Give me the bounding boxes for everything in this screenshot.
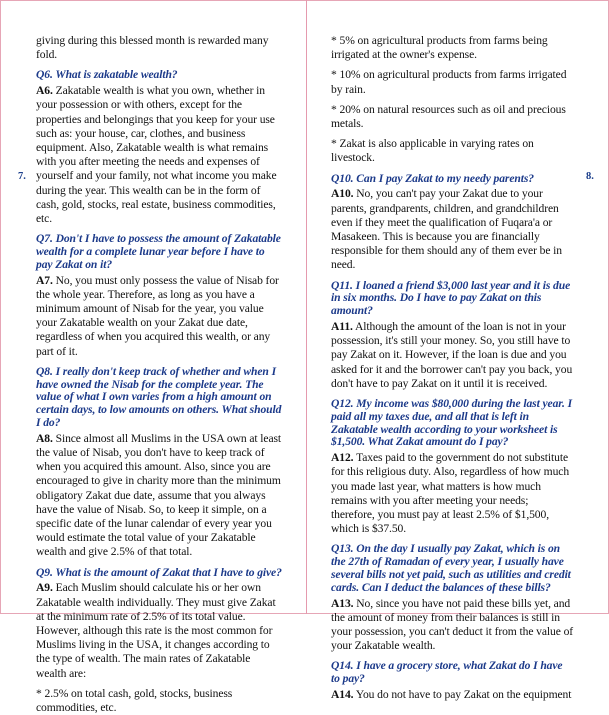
- answer-label: A11.: [331, 320, 353, 334]
- question-13: Q13. On the day I usually pay Zakat, which is on the 27th of Ramadan of every year, I usually have several bills not yet paid, such as utilities and credit cards. Can I deduct the balances of these bills?: [331, 542, 571, 594]
- rate-bullet-1: * 2.5% on total cash, gold, stocks, business commodities, etc.: [36, 686, 233, 715]
- question-6: Q6. What is zakatable wealth?: [36, 68, 178, 82]
- rate-bullet-2: * 5% on agricultural products from farms being irrigated at the owner's expense.: [331, 34, 548, 62]
- answer-label: A7.: [36, 273, 53, 287]
- answer-7: [36, 274, 282, 359]
- answer-label: A8.: [36, 431, 53, 445]
- page-number-right: 8.: [586, 171, 594, 182]
- answer-text: You do not have to pay Zakat on the equipment: [355, 688, 572, 702]
- rate-bullet-5: * Zakat is also applicable in varying rates on livestock.: [331, 137, 534, 165]
- answer-13: [331, 597, 574, 654]
- question-7: Q7. Don't I have to possess the amount of Zakatable wealth for a complete lunar year before I have to pay Zakat on it?: [36, 232, 281, 271]
- answer-11: [331, 320, 574, 391]
- answer-10: [331, 187, 574, 272]
- question-10: Q10. Can I pay Zakat to my needy parents?: [331, 171, 534, 185]
- question-9: Q9. What is the amount of Zakat that I have to give?: [36, 565, 282, 579]
- answer-text: Each Muslim should calculate his or her own Zakatable wealth individually. They must give Zakat at the minimum rate of 2.5% of its total value. However, although this rate is the most common for Muslims living in the USA, it changes according to the type of wealth. The main rates of Zakatable wealth are:: [36, 581, 276, 680]
- question-8: Q8. I really don't keep track of whether and when I have owned the Nisab for the complete year. The value of what I own varies from a high amount on certain days, to low amounts on others. What should I do?: [36, 364, 282, 430]
- page-divider: [306, 0, 307, 614]
- answer-label: A6.: [36, 84, 53, 98]
- answer-label: A10.: [331, 187, 354, 201]
- answer-8: [36, 432, 282, 560]
- answer-label: A12.: [331, 451, 354, 465]
- lead-paragraph: giving during this blessed month is rewarded many fold.: [36, 34, 269, 62]
- question-12: Q12. My income was $80,000 during the last year. I paid all my taxes due, and all that is left in Zakatable wealth according to your worksheet is $1,500. What Zakat amount do I pay?: [331, 397, 573, 449]
- answer-12: [331, 451, 574, 536]
- answer-text: No, you must only possess the value of Nisab for the whole year. Therefore, as long as you have a minimum amount of Nisab for the year, you value your Zakatable wealth on your Zakat due date, regardless of when you acquired this wealth, or any part of it.: [36, 273, 279, 358]
- rate-bullet-4: * 20% on natural resources such as oil and precious metals.: [331, 102, 566, 131]
- answer-text: Zakatable wealth is what you own, whether in your possession or with others, except for the properties and belongings that you keep for your use such as: your house, car, clothes, and business equipment. Also, Zakatable wealth is what remains with you after meeting the needs and expenses of yourself and your family, not what income you make during the year. This wealth can be in the form of cash, gold, stocks, real estate, business commodities, etc.: [36, 84, 277, 226]
- page-number-left: 7.: [18, 171, 26, 182]
- answer-label: A13.: [331, 596, 354, 610]
- answer-6: [36, 84, 282, 226]
- answer-text: No, since you have not paid these bills yet, and the amount of money from their balances is still in your possession, you can't deduct it from the value of your Zakatable wealth.: [331, 596, 574, 653]
- left-column: [36, 34, 282, 715]
- question-11: Q11. I loaned a friend $3,000 last year and it is due in six months. Do I have to pay Zakat on this amount?: [331, 278, 571, 318]
- right-column: [331, 34, 574, 702]
- answer-label: A14.: [331, 688, 354, 702]
- rate-bullet-3: * 10% on agricultural products from farms irrigated by rain.: [331, 68, 567, 96]
- answer-9: [36, 581, 282, 680]
- question-14: Q14. I have a grocery store, what Zakat do I have to pay?: [331, 659, 563, 686]
- answer-label: A9.: [36, 581, 53, 595]
- answer-text: Since almost all Muslims in the USA own at least the value of Nisab, you don't have to keep track of when you acquired this amount. Also, since you are encouraged to give in charity more than the minimum obligatory Zakat due date, assume that you always have the value of Nisab. So, to keep it simple, on a specific date of the lunar calendar of every year you would estimate the total value of your Zakatable wealth and give 2.5% of that total.: [36, 431, 282, 559]
- answer-text: No, you can't pay your Zakat due to your parents, grandparents, children, and grandchildren even if they meet the qualification of Fuqara'a or Masakeen. This is because you are financially responsible for them should any of them ever be in need.: [331, 187, 563, 272]
- answer-14: [331, 688, 574, 702]
- answer-text: Taxes paid to the government do not substitute for this religious duty. Also, regardless of how much you made last year, what matters is how much remains with you after meeting your needs; therefore, you must pay at least 2.5% of $1,500, which is $37.50.: [331, 451, 570, 536]
- answer-text: Although the amount of the loan is not in your possession, it's still your money. So, you still have to pay Zakat on it. However, if the loan is due and you asked for it and the borrower can't pay you back, you don't have to pay Zakat on it until it is received.: [331, 320, 573, 390]
